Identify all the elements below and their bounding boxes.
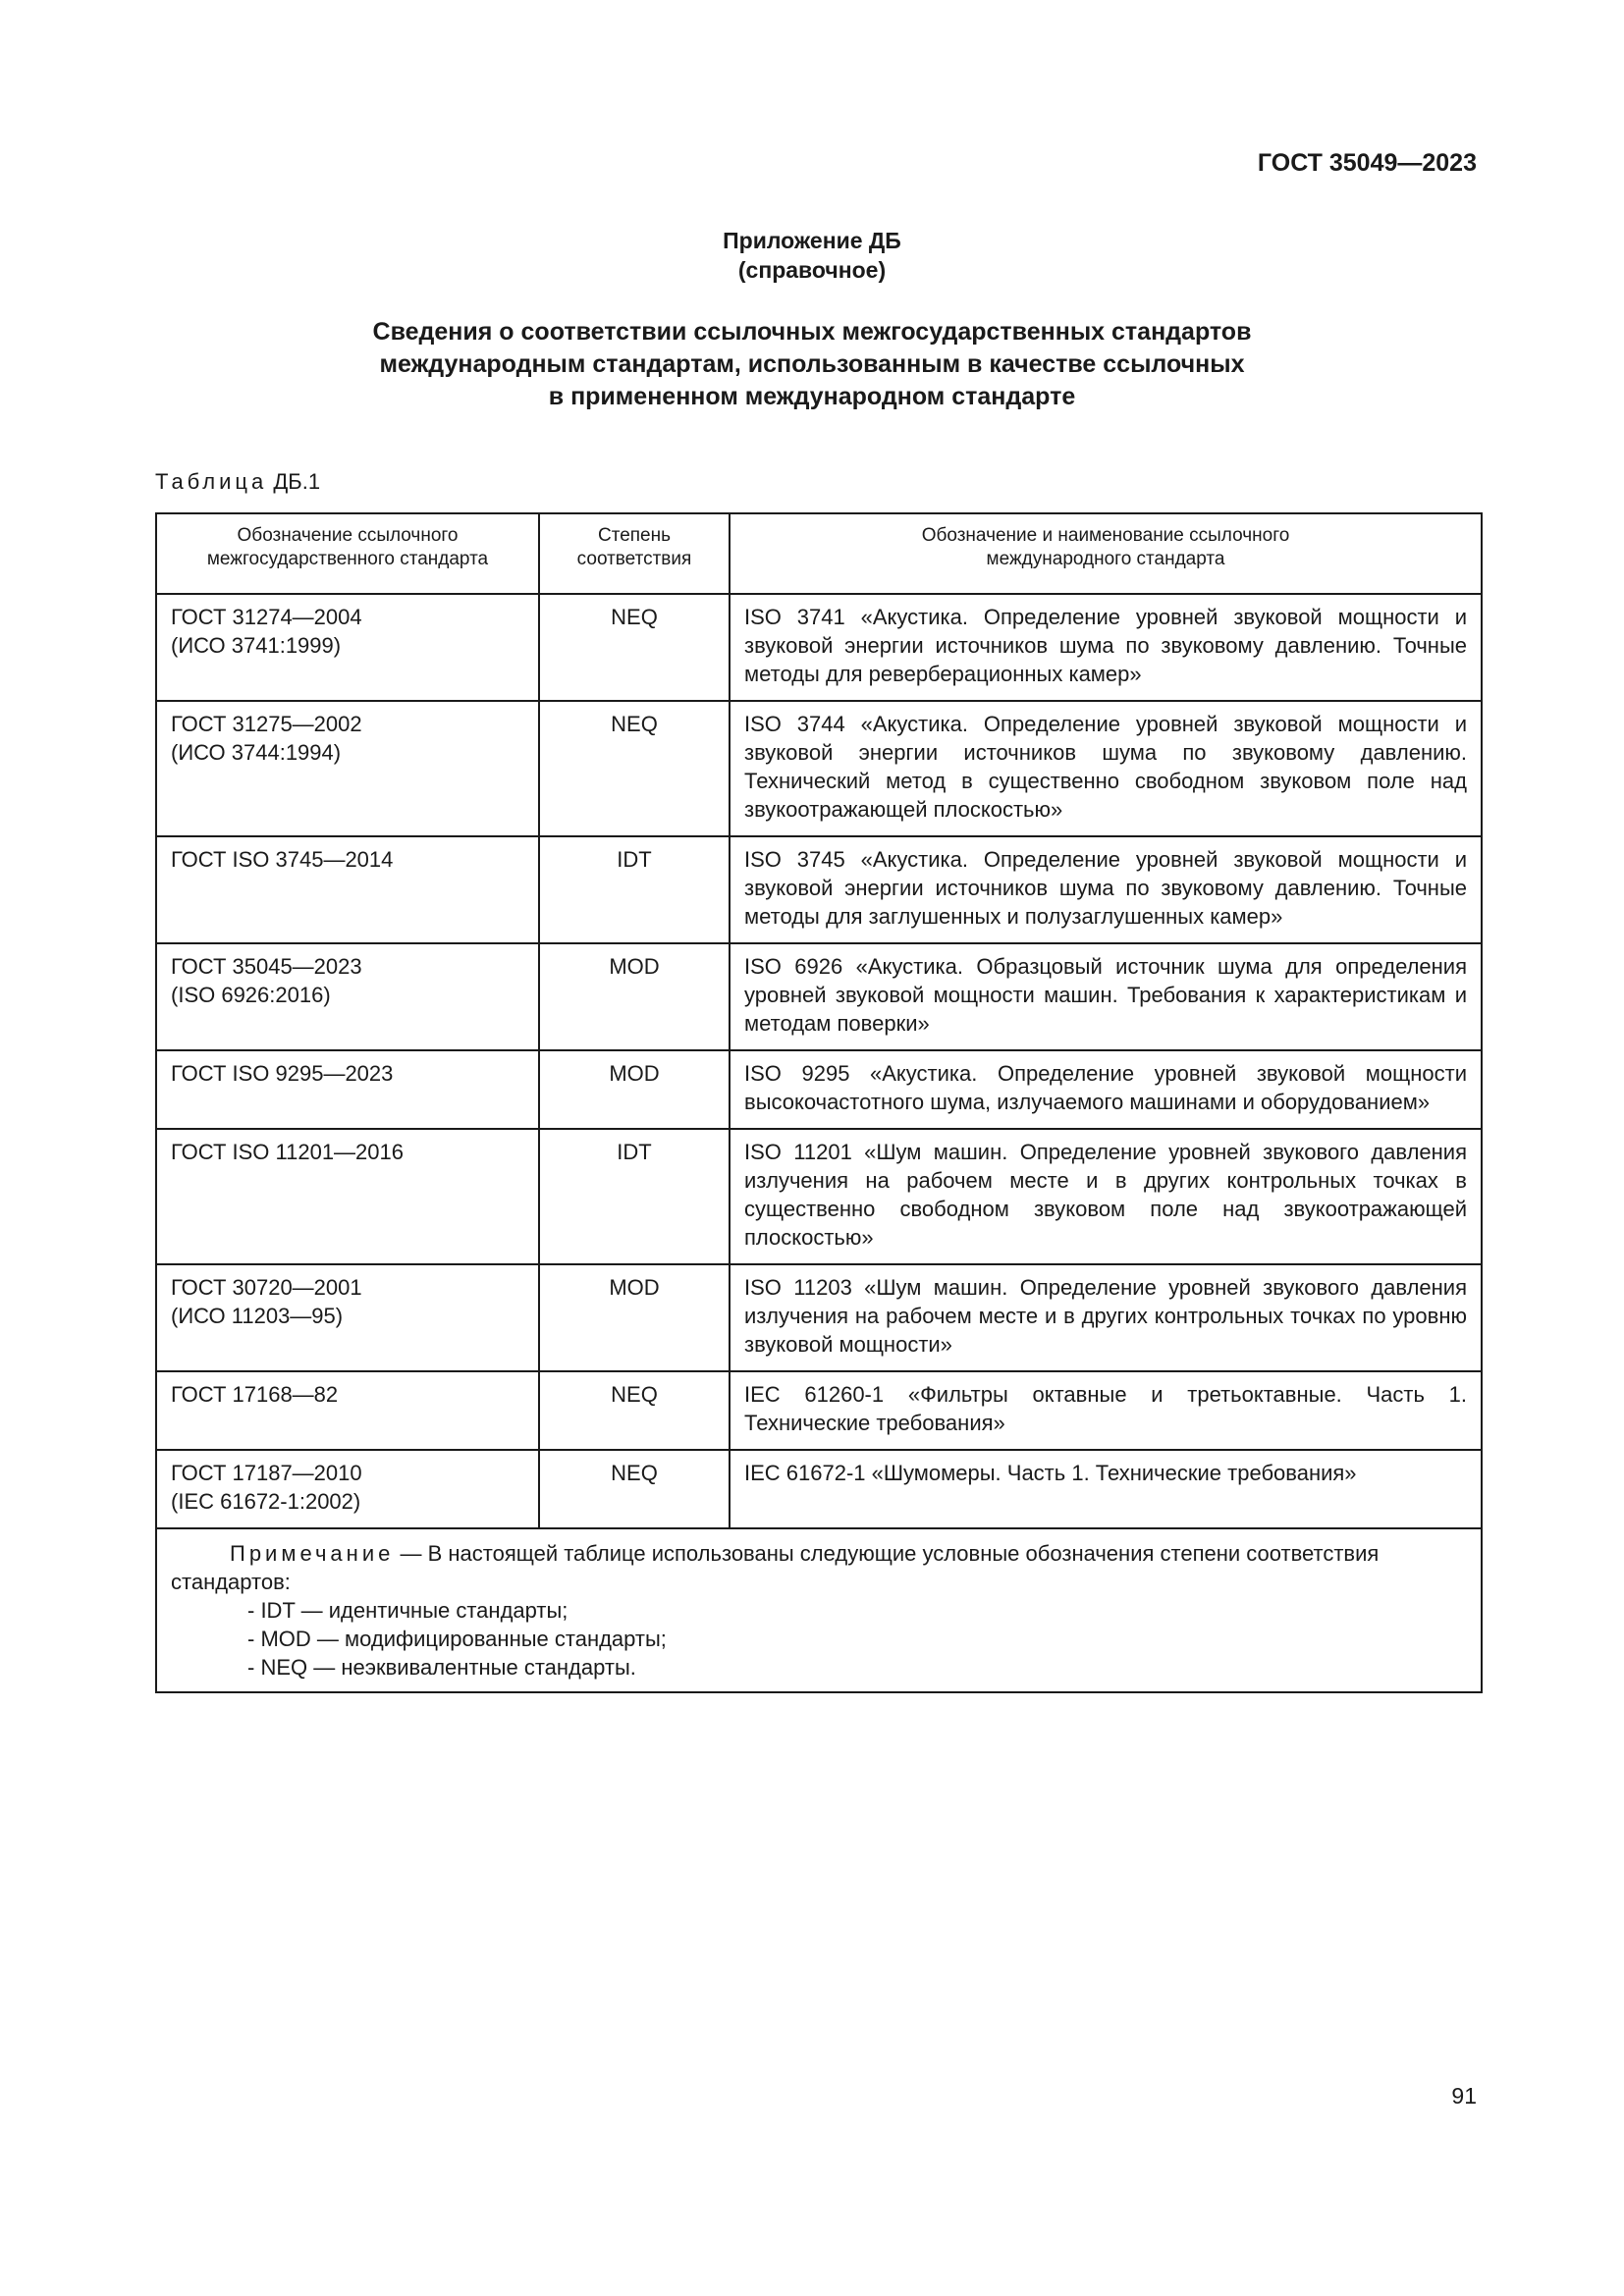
- table-row: [156, 836, 1482, 943]
- cell-degree: NEQ: [539, 701, 730, 836]
- designation-line: ГОСТ ISO 3745—2014: [171, 847, 394, 872]
- header-intl-standard: [730, 513, 1482, 594]
- annex-heading: [0, 226, 1624, 285]
- cell-designation: [156, 701, 539, 836]
- cell-designation: [156, 594, 539, 701]
- note-item: - IDT — идентичные стандарты;: [247, 1598, 568, 1623]
- note-body: — В настоящей таблице использованы следующие условные обозначения степени соответствия стандартов:: [171, 1541, 1380, 1594]
- cell-degree: MOD: [539, 943, 730, 1050]
- cell-intl-standard: ISO 9295 «Акустика. Определение уровней звуковой мощности высокочастотного шума, излучаемого машинами и оборудованием»: [730, 1050, 1482, 1129]
- header-line: Степень: [597, 525, 672, 546]
- designation-line: ГОСТ 30720—2001: [171, 1275, 362, 1300]
- cell-designation: [156, 1371, 539, 1450]
- cell-intl-standard: ISO 11203 «Шум машин. Определение уровней звукового давления излучения на рабочем месте и в других контрольных точках по уровню звуковой мощности»: [730, 1264, 1482, 1371]
- cell-degree: NEQ: [539, 1450, 730, 1528]
- cell-degree: MOD: [539, 1264, 730, 1371]
- cell-designation: [156, 1264, 539, 1371]
- note-item: - NEQ — неэквивалентные стандарты.: [247, 1655, 636, 1680]
- designation-line: ГОСТ 35045—2023: [171, 954, 362, 979]
- cell-degree: NEQ: [539, 594, 730, 701]
- section-title-line: Сведения о соответствии ссылочных межгосударственных стандартов: [372, 318, 1252, 346]
- table-row: [156, 1129, 1482, 1264]
- cell-degree: NEQ: [539, 1371, 730, 1450]
- cell-degree: IDT: [539, 1129, 730, 1264]
- cell-degree: MOD: [539, 1050, 730, 1129]
- table-row: [156, 1450, 1482, 1528]
- header-line: Обозначение и наименование ссылочного: [921, 525, 1290, 546]
- designation-line: (IEC 61672-1:2002): [171, 1489, 361, 1514]
- section-title-line: международным стандартам, использованным в качестве ссылочных: [379, 350, 1245, 378]
- section-title: [0, 316, 1624, 413]
- document-code: ГОСТ 35049—2023: [1257, 149, 1477, 177]
- designation-line: ГОСТ 17168—82: [171, 1382, 339, 1407]
- cell-intl-standard: ISO 3741 «Акустика. Определение уровней звуковой мощности и звуковой энергии источников шума по звуковому давлению. Точные методы для реверберационных камер»: [730, 594, 1482, 701]
- cell-designation: [156, 1129, 539, 1264]
- table-label-word: Таблица: [155, 469, 268, 494]
- header-designation: [156, 513, 539, 594]
- header-line: соответствия: [576, 549, 692, 569]
- designation-line: ГОСТ 17187—2010: [171, 1461, 362, 1485]
- table-row: [156, 701, 1482, 836]
- header-line: Обозначение ссылочного: [237, 525, 459, 546]
- designation-line: ГОСТ 31274—2004: [171, 605, 362, 629]
- correspondence-table: [155, 512, 1483, 1693]
- section-title-line: в примененном международном стандарте: [548, 383, 1076, 410]
- table-note: [156, 1528, 1482, 1692]
- table-row: [156, 1050, 1482, 1129]
- note-item: - MOD — модифицированные стандарты;: [247, 1627, 667, 1651]
- designation-line: ГОСТ ISO 9295—2023: [171, 1061, 394, 1086]
- table-row: [156, 1264, 1482, 1371]
- designation-line: ГОСТ 31275—2002: [171, 712, 362, 736]
- cell-intl-standard: ISO 11201 «Шум машин. Определение уровней звукового давления излучения на рабочем месте и в других контрольных точках в существенно свободном звуковом поле над звукоотражающей плоскостью»: [730, 1129, 1482, 1264]
- table-header-row: [156, 513, 1482, 594]
- cell-intl-standard: ISO 6926 «Акустика. Образцовый источник шума для определения уровней звуковой мощности машин. Требования к характеристикам и методам поверки»: [730, 943, 1482, 1050]
- table-row: [156, 594, 1482, 701]
- annex-title: Приложение ДБ: [723, 228, 901, 253]
- note-label: Примечание: [230, 1541, 395, 1566]
- designation-line: (ИСО 11203—95): [171, 1304, 344, 1328]
- header-degree: [539, 513, 730, 594]
- table-row: [156, 1371, 1482, 1450]
- cell-degree: IDT: [539, 836, 730, 943]
- table-label-number: ДБ.1: [273, 469, 321, 494]
- cell-intl-standard: IEC 61672-1 «Шумомеры. Часть 1. Технические требования»: [730, 1450, 1482, 1528]
- designation-line: (ISO 6926:2016): [171, 983, 331, 1007]
- header-line: межгосударственного стандарта: [206, 549, 489, 569]
- cell-intl-standard: ISO 3744 «Акустика. Определение уровней звуковой мощности и звуковой энергии источников шума по звуковому давлению. Технический метод в существенно свободном звуковом поле над звукоотражающей плоскостью»: [730, 701, 1482, 836]
- cell-designation: [156, 1450, 539, 1528]
- table-note-row: [156, 1528, 1482, 1692]
- annex-subtitle: (справочное): [737, 257, 887, 283]
- cell-designation: [156, 1050, 539, 1129]
- header-line: международного стандарта: [986, 549, 1225, 569]
- cell-designation: [156, 836, 539, 943]
- page-number: 91: [1451, 2083, 1477, 2109]
- table-row: [156, 943, 1482, 1050]
- cell-designation: [156, 943, 539, 1050]
- cell-intl-standard: IEC 61260-1 «Фильтры октавные и третьоктавные. Часть 1. Технические требования»: [730, 1371, 1482, 1450]
- designation-line: ГОСТ ISO 11201—2016: [171, 1140, 404, 1164]
- note-text: [171, 1539, 1467, 1596]
- designation-line: (ИСО 3744:1994): [171, 740, 342, 765]
- cell-intl-standard: ISO 3745 «Акустика. Определение уровней звуковой мощности и звуковой энергии источников шума по звуковому давлению. Точные методы для заглушенных и полузаглушенных камер»: [730, 836, 1482, 943]
- designation-line: (ИСО 3741:1999): [171, 633, 342, 658]
- table-label: [155, 469, 320, 495]
